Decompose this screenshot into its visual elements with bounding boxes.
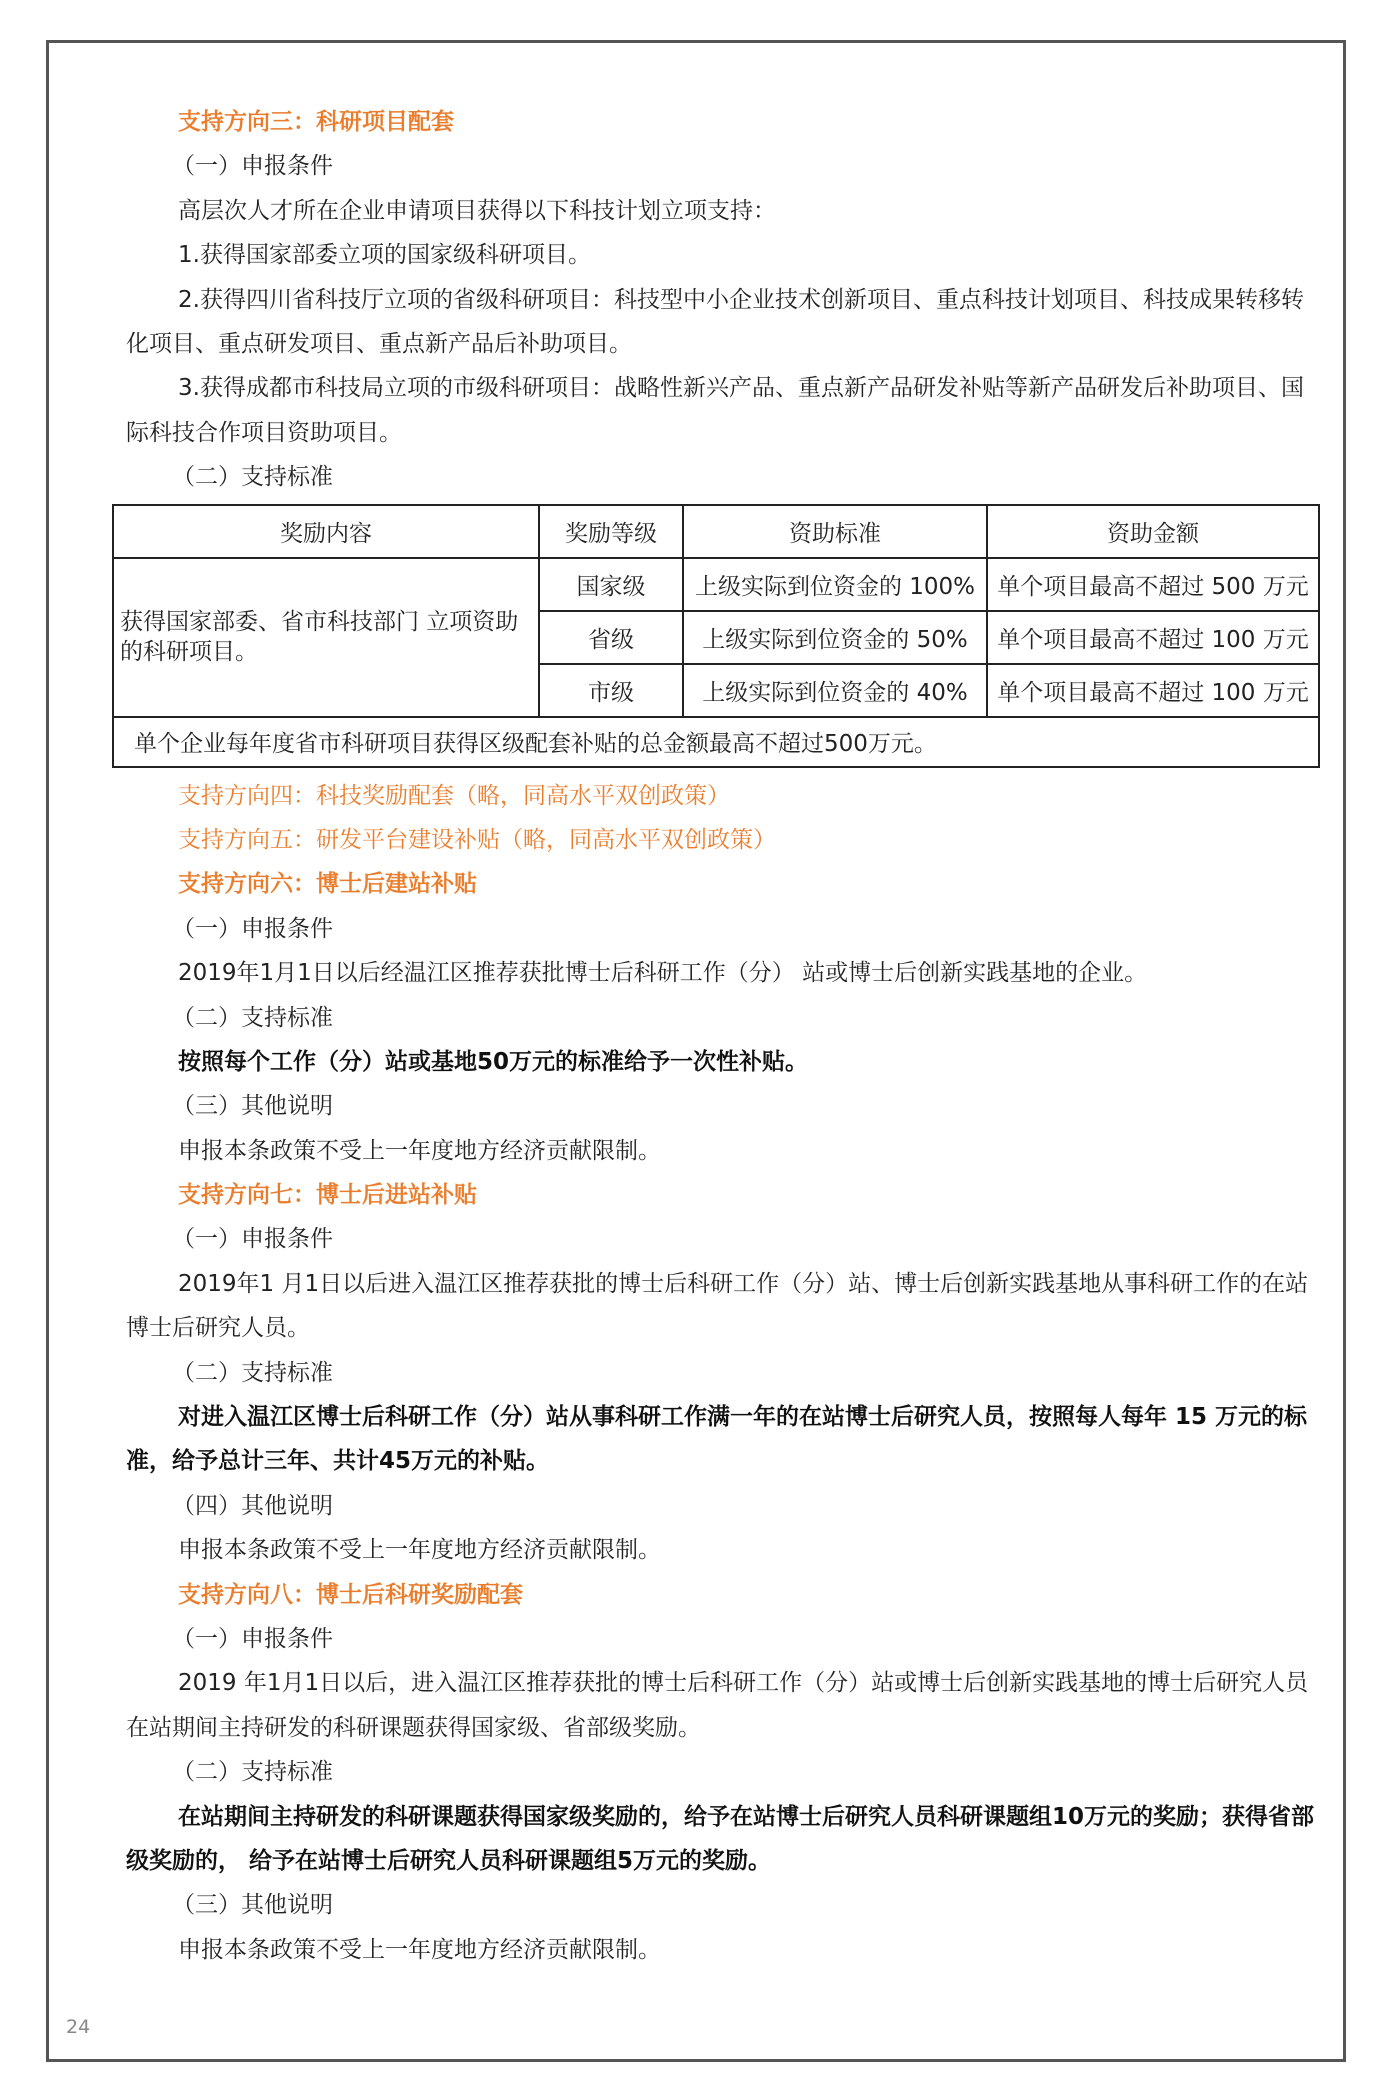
table-row	[113, 558, 1319, 611]
section7-cond-title: （一）申报条件	[172, 1226, 333, 1253]
table-cell-amount: 单个项目最高不超过 100 万元	[987, 611, 1319, 664]
section8-heading: 支持方向八：博士后科研奖励配套	[178, 1581, 523, 1608]
table-cell-level: 国家级	[539, 558, 683, 611]
section3-heading: 支持方向三：科研项目配套	[178, 109, 454, 135]
table-header: 资助标准	[683, 505, 987, 558]
section3-item2: 2.获得四川省科技厅立项的省级科研项目：科技型中小企业技术创新项目、重点科技计划项目、科技成果转移转化项目、重点研发项目、重点新产品后补助项目。	[126, 286, 1304, 357]
section6-std: 按照每个工作（分）站或基地50万元的标准给予一次性补贴。	[178, 1048, 809, 1075]
section3-cond-title: （一）申报条件	[172, 153, 333, 180]
section8-cond: 2019 年1月1日以后，进入温江区推荐获批的博士后科研工作（分）站或博士后创新实践基地的博士后研究人员在站期间主持研发的科研课题获得国家级、省部级奖励。	[126, 1670, 1309, 1741]
section7-cond: 2019年1 月1日以后进入温江区推荐获批的博士后科研工作（分）站、博士后创新实践基地从事科研工作的在站博士后研究人员。	[126, 1270, 1309, 1342]
table-cell-amount: 单个项目最高不超过 100 万元	[987, 664, 1319, 717]
section6-heading: 支持方向六：博士后建站补贴	[178, 871, 477, 898]
section7-other-title: （四）其他说明	[172, 1492, 333, 1519]
section3-intro: 高层次人才所在企业申请项目获得以下科技计划立项支持：	[178, 197, 776, 224]
table-note-row	[113, 717, 1319, 767]
table-cell-amount: 单个项目最高不超过 500 万元	[987, 558, 1319, 611]
table-note: 单个企业每年度省市科研项目获得区级配套补贴的总金额最高不超过500万元。	[113, 717, 1319, 767]
section7-other: 申报本条政策不受上一年度地方经济贡献限制。	[178, 1537, 661, 1564]
section6-cond-title: （一）申报条件	[172, 915, 333, 942]
table-header: 资助金额	[987, 505, 1319, 558]
table-header-row	[113, 505, 1319, 558]
table-cell-standard: 上级实际到位资金的 100%	[683, 558, 987, 611]
section3-item3: 3.获得成都市科技局立项的市级科研项目：战略性新兴产品、重点新产品研发补贴等新产品研发后补助项目、国际科技合作项目资助项目。	[126, 375, 1304, 446]
section8-other: 申报本条政策不受上一年度地方经济贡献限制。	[178, 1936, 661, 1963]
table-cell-level: 省级	[539, 611, 683, 664]
page-number: 24	[66, 2016, 91, 2038]
section7-heading: 支持方向七：博士后进站补贴	[178, 1182, 477, 1209]
section6-other: 申报本条政策不受上一年度地方经济贡献限制。	[178, 1137, 661, 1164]
section4-heading: 支持方向四：科技奖励配套（略，同高水平双创政策）	[178, 782, 730, 809]
section6-std-title: （二）支持标准	[172, 1004, 333, 1031]
table-cell-standard: 上级实际到位资金的 40%	[683, 664, 987, 717]
section3-std-title: （二）支持标准	[172, 464, 333, 491]
section8-cond-title: （一）申报条件	[172, 1626, 333, 1653]
section8-std: 在站期间主持研发的科研课题获得国家级奖励的，给予在站博士后研究人员科研课题组10万元的奖励；获得省部级奖励的， 给予在站博士后研究人员科研课题组5万元的奖励。	[126, 1803, 1315, 1875]
support-standard-table	[112, 504, 1320, 768]
section6-other-title: （三）其他说明	[172, 1093, 333, 1120]
section8-std-title: （二）支持标准	[172, 1759, 333, 1786]
table-header: 奖励等级	[539, 505, 683, 558]
section7-std: 对进入温江区博士后科研工作（分）站从事科研工作满一年的在站博士后研究人员，按照每人每年 15 万元的标准，给予总计三年、共计45万元的补贴。	[126, 1404, 1308, 1475]
table-cell-standard: 上级实际到位资金的 50%	[683, 611, 987, 664]
table-cell-content: 获得国家部委、省市科技部门 立项资助的科研项目。	[113, 558, 539, 717]
section7-std-title: （二）支持标准	[172, 1359, 333, 1386]
table-header: 奖励内容	[113, 505, 539, 558]
table-cell-level: 市级	[539, 664, 683, 717]
section8-other-title: （三）其他说明	[172, 1892, 333, 1919]
document-body	[120, 100, 1320, 1972]
section5-heading: 支持方向五：研发平台建设补贴（略，同高水平双创政策）	[178, 826, 776, 853]
section3-item1: 1.获得国家部委立项的国家级科研项目。	[178, 242, 591, 269]
section6-cond: 2019年1月1日以后经温江区推荐获批博士后科研工作（分） 站或博士后创新实践基地的企业。	[178, 960, 1148, 987]
